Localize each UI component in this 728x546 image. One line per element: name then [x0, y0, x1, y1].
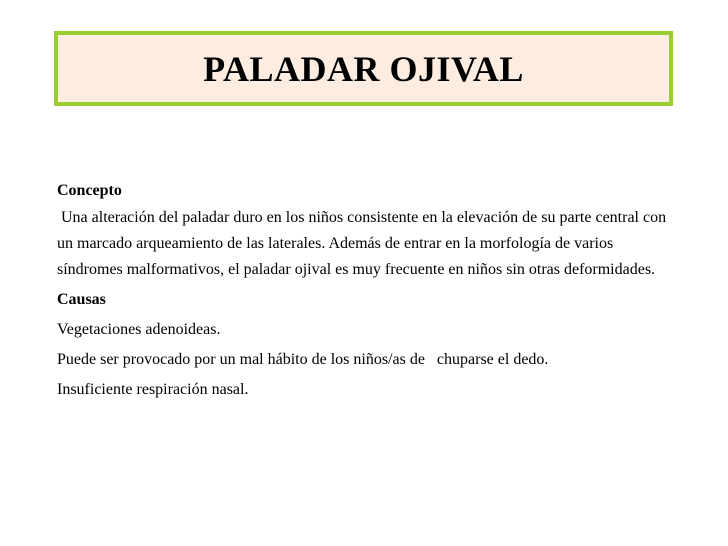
slide-content [57, 178, 677, 403]
concept-text: Una alteración del paladar duro en los niños consistente en la elevación de su parte central con un marcado arqueamiento de las laterales. Además de entrar en la morfología de varios síndromes malformativos, el paladar ojival es muy frecuente en niños sin otras deformidades. [57, 209, 671, 278]
causes-heading: Causas [57, 291, 106, 308]
cause-item: Vegetaciones adenoideas. [57, 321, 221, 338]
title-box [54, 31, 673, 106]
cause-item: Puede ser provocado por un mal hábito de los niños/as de chuparse el dedo. [57, 351, 549, 368]
cause-item: Insuficiente respiración nasal. [57, 381, 249, 398]
concept-heading: Concepto [57, 182, 122, 199]
slide-title: PALADAR OJIVAL [203, 48, 524, 89]
